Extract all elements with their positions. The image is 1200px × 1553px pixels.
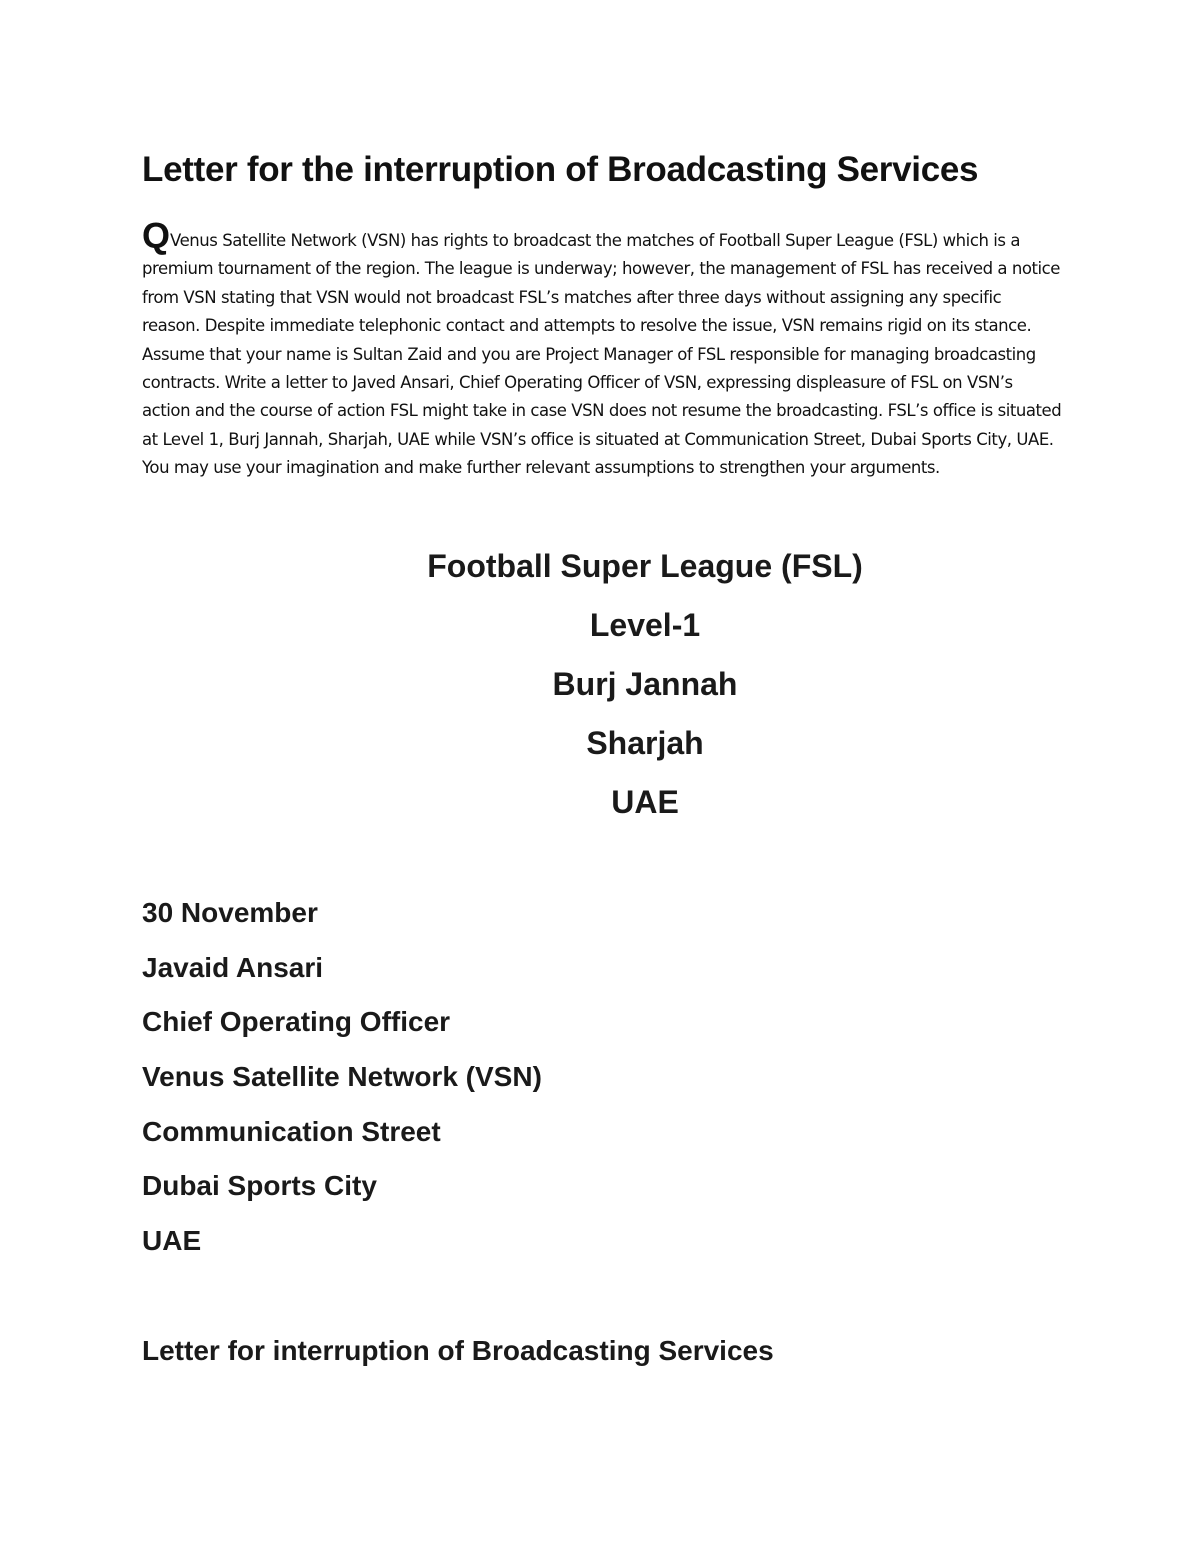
letter-date: 30 November [142,897,318,928]
recipient-country: UAE [142,1225,202,1257]
letter-subject: Letter for interruption of Broadcasting Services [142,1335,774,1366]
document-title: Letter for the interruption of Broadcasting Services [142,150,979,189]
recipient-address-block [142,890,1042,1273]
sender-level: Level-1 [589,607,701,643]
recipient-city: Dubai Sports City [142,1170,377,1202]
sender-building: Burj Jannah [552,666,738,702]
recipient-organization: Venus Satellite Network (VSN) [142,1061,542,1093]
question-initial: Q [142,215,171,256]
sender-address-block [0,540,1200,835]
recipient-position: Chief Operating Officer [142,1006,451,1038]
question-paragraph [142,215,1062,483]
sender-country: UAE [611,784,679,820]
sender-organization: Football Super League (FSL) [427,548,863,584]
sender-city: Sharjah [586,725,704,761]
recipient-street: Communication Street [142,1115,441,1147]
question-text: Venus Satellite Network (VSN) has rights to broadcast the matches of Football Super League (FSL) which is a premium tournament of the region. The league is underway; however, the management of FSL has received a notice from VSN stating that VSN would not broadcast FSL’s matches after three days without assigning any specific reason. Despite immediate telephonic contact and attempts to resolve the issue, VSN remains rigid on its stance. Assume that your name is Sultan Zaid and you are Project Manager of FSL responsible for managing broadcasting contracts. Write a letter to Javed Ansari, Chief Operating Officer of VSN, expressing displeasure of FSL on VSN’s action and the course of action FSL might take in case VSN does not resume the broadcasting. FSL’s office is situated at Level 1, Burj Jannah, Sharjah, UAE while VSN’s office is situated at Communication Street, Dubai Sports City, UAE. You may use your imagination and make further relevant assumptions to strengthen your arguments. [142,231,1062,478]
recipient-name: Javaid Ansari [142,951,324,983]
